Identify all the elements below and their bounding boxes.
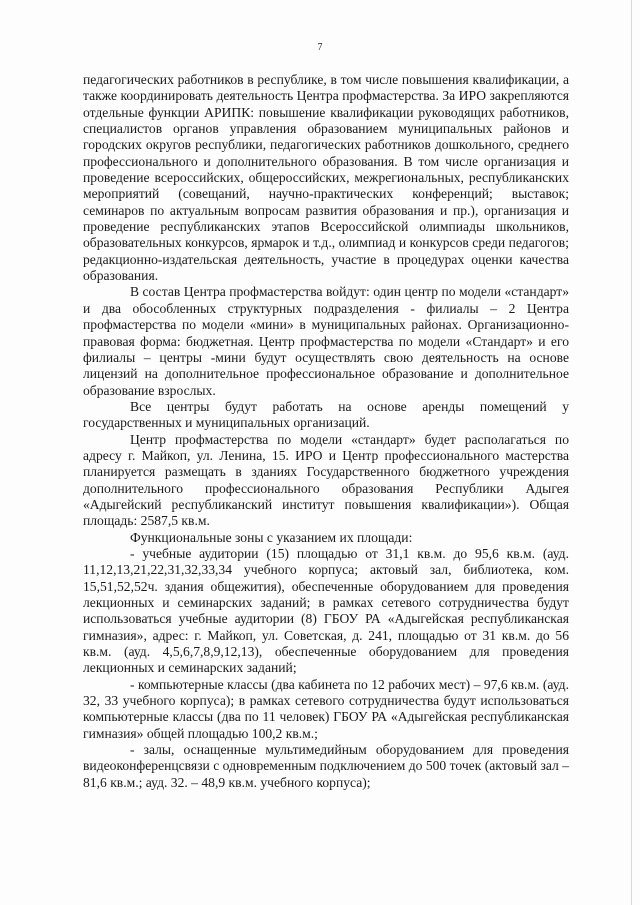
document-body xyxy=(83,72,569,791)
list-item-multimedia-halls: - залы, оснащенные мультимедийным оборудованием для проведения видеоконференцсвязи с одновременным подключением до 500 точек (актовый зал – 81,6 кв.м.; ауд. 32. – 48,9 кв.м. учебного корпуса); xyxy=(83,742,569,790)
paragraph-location: Центр профмастерства по модели «стандарт» будет располагаться по адресу г. Майкоп, ул. Ленина, 15. ИРО и Центр профессионального мастерства планируется размещать в зданиях Государственного бюджетного учреждения дополнительного профессионального образования Республики Адыгея «Адыгейский республиканский институт повышения квалификации»). Общая площадь: 2587,5 кв.м. xyxy=(83,431,569,529)
paragraph-zones-heading: Функциональные зоны с указанием их площади: xyxy=(130,529,413,545)
paragraph-continuation: педагогических работников в республике, в том числе повышения квалификации, а также координировать деятельность Центра профмастерства. За ИРО закрепляются отдельные функции АРИПК: повышение квалификации руководящих работников, специалистов органов управления образованием муниципальных районов и городских округов республики, педагогических работников дошкольного, среднего профессионального и дополнительного образования. В том числе организация и проведение всероссийских, общероссийских, межрегиональных, республиканских мероприятий (совещаний, научно-практических конференций; выставок; семинаров по актуальным вопросам развития образования и пр.), организация и проведение республиканских этапов Всероссийской олимпиады школьников, образовательных конкурсов, ярмарок и т.д., олимпиад и конкурсов среди педагогов; редакционно-издательская деятельность, участие в процедурах оценки качества образования. xyxy=(83,72,569,284)
page-number: 7 xyxy=(317,42,323,53)
paragraph-rent: Все центры будут работать на основе аренды помещений у государственных и муниципальных организаций. xyxy=(83,398,569,431)
paragraph-center-composition: В состав Центра профмастерства войдут: один центр по модели «стандарт» и два обособленных структурных подразделения - филиалы – 2 Центра профмастерства по модели «мини» в муниципальных районах. Организационно-правовая форма: бюджетная. Центр профмастерства по модели «Стандарт» и его филиалы – центры -мини будут осуществлять свою деятельность на основе лицензий на дополнительное профессиональное образование и дополнительное образование взрослых. xyxy=(83,284,569,398)
list-item-computer-classes: - компьютерные классы (два кабинета по 12 рабочих мест) – 97,6 кв.м. (ауд. 32, 33 учебного корпуса); в рамках сетевого сотрудничества будут использоваться компьютерные классы (два по 11 человек) ГБОУ РА «Адыгейская республиканская гимназия» общей площадью 100,2 кв.м.; xyxy=(83,676,569,741)
scan-edge-line xyxy=(631,0,632,905)
list-item-classrooms: - учебные аудитории (15) площадью от 31,1 кв.м. до 95,6 кв.м. (ауд. 11,12,13,21,22,31,32,33,34 учебного корпуса; актовый зал, библиотека, ком. 15,51,52,52ч. здания общежития), обеспеченные оборудованием для проведения лекционных и семинарских заданий; в рамках сетевого сотрудничества будут использоваться учебные аудитории (8) ГБОУ РА «Адыгейская республиканская гимназия», адрес: г. Майкоп, ул. Советская, д. 241, площадью от 31 кв.м. до 56 кв.м. (ауд. 4,5,6,7,8,9,12,13), обеспеченные оборудованием для проведения лекционных и семинарских заданий; xyxy=(83,545,569,676)
